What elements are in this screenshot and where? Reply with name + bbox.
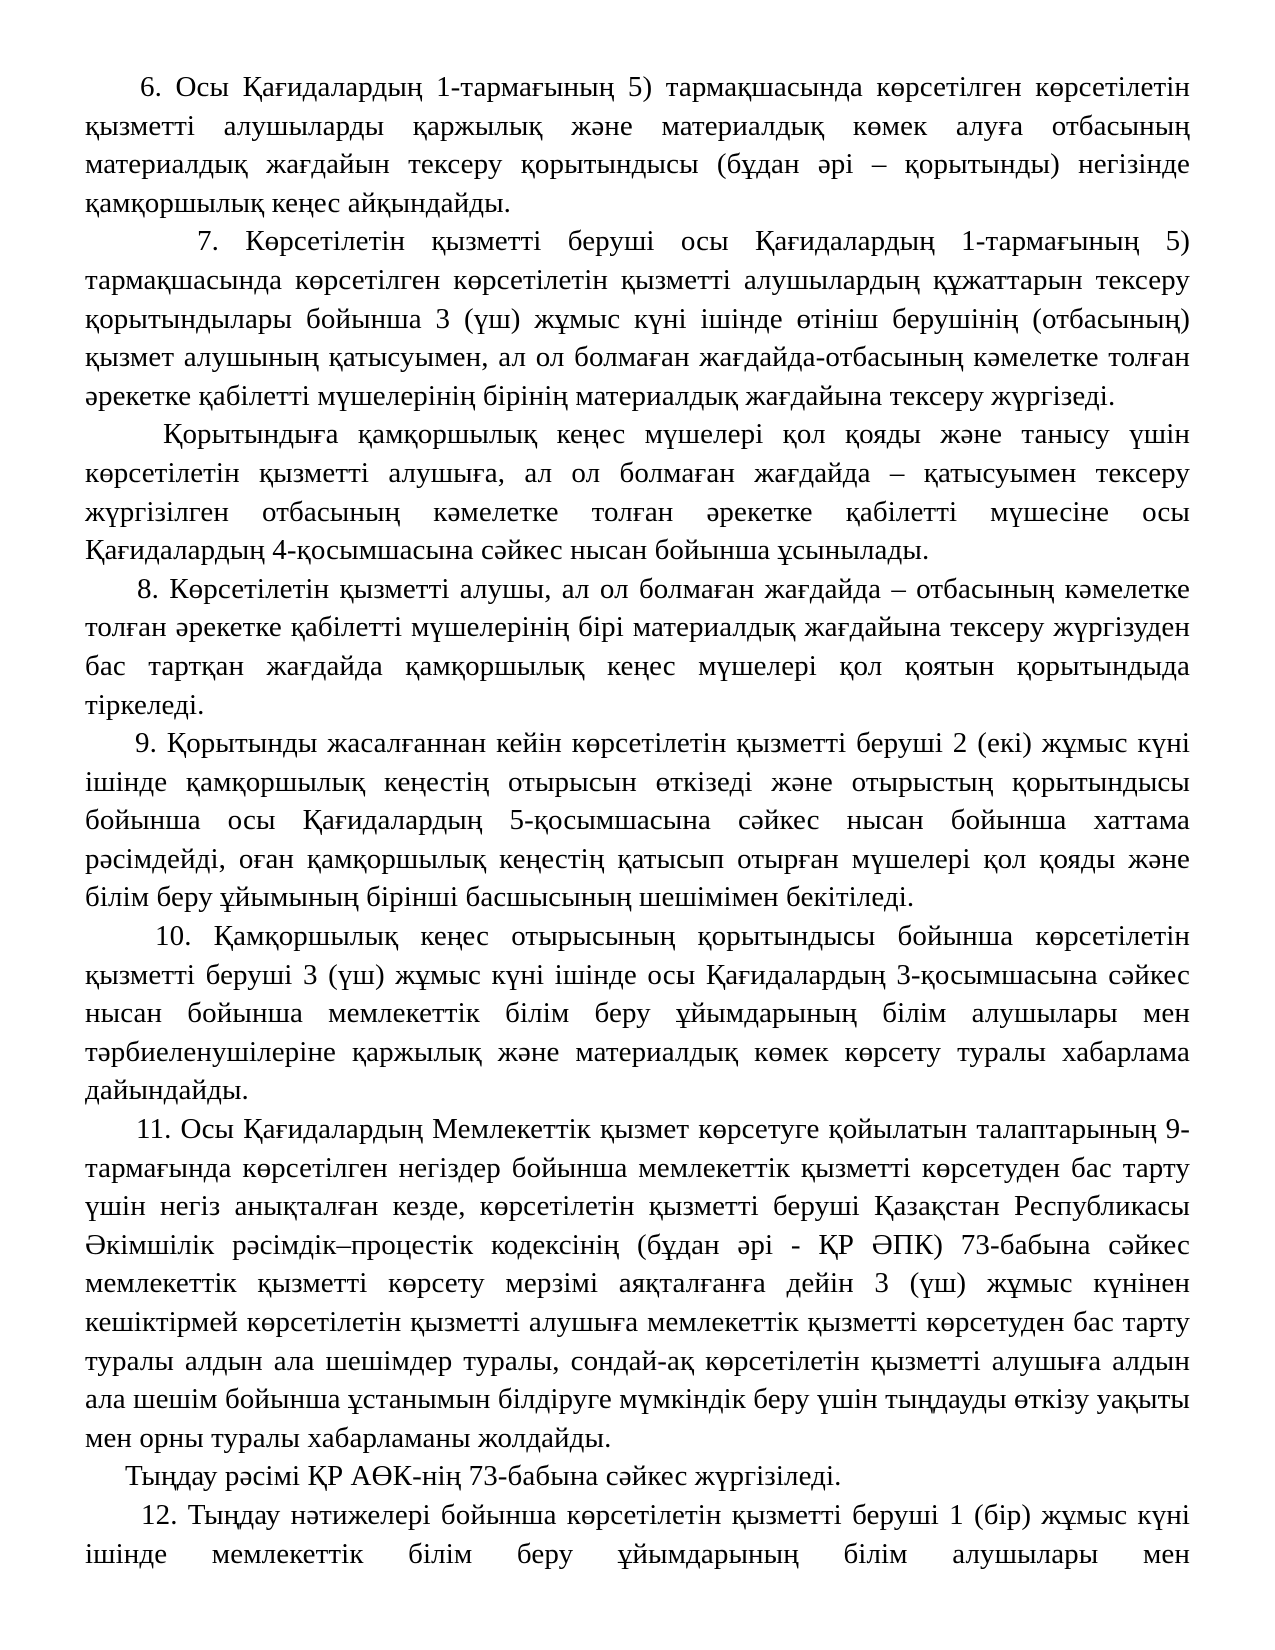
paragraph-item-11: 11. Осы Қағидалардың Мемлекеттік қызмет көрсетуге қойылатын талаптарының 9-тармағында көрсетілген негіздер бойынша мемлекеттік қызметті көрсетуден бас тарту үшін негіз анықталған кезде, көрсетілетін қызметті беруші Қазақстан Республикасы Әкімшілік рәсімдік–процестік кодексінің (бұдан әрі - ҚР ӘПК) 73-бабына сәйкес мемлекеттік қызметті көрсету мерзімі аяқталғанға дейін 3 (үш) жұмыс күнінен кешіктірмей көрсетілетін қызметті алушыға мемлекеттік қызметті көрсетуден бас тарту туралы алдын ала шешімдер туралы, сондай-ақ көрсетілетін қызметті алушыға алдын ала шешім бойынша ұстанымын білдіруге мүмкіндік беру үшін тыңдауды өткізу уақыты мен орны туралы хабарламаны жолдайды. (85, 1113, 1190, 1454)
paragraph-item-12: 12. Тыңдау нәтижелері бойынша көрсетілетін қызметті беруші 1 (бір) жұмыс күні ішінде мемлекеттік білім беру ұйымдарының білім алушылары мен (85, 1498, 1190, 1570)
document-body (85, 68, 1190, 1573)
paragraph-item-7-continuation: Қорытындыға қамқоршылық кеңес мүшелері қол қояды және танысу үшін көрсетілетін қызметті алушыға, ал ол болмаған жағдайда – қатысуымен тексеру жүргізілген отбасының кәмелетке толған әрекетке қабілетті мүшесіне осы Қағидалардың 4-қосымшасына сәйкес нысан бойынша ұсынылады. (85, 418, 1190, 567)
paragraph-item-8: 8. Көрсетілетін қызметті алушы, ал ол болмаған жағдайда – отбасының кәмелетке толған әрекетке қабілетті мүшелерінің бірі материалдық жағдайына тексеру жүргізуден бас тартқан жағдайда қамқоршылық кеңес мүшелері қол қоятын қорытындыда тіркеледі. (85, 572, 1190, 721)
paragraph-item-7: 7. Көрсетілетін қызметті беруші осы Қағидалардың 1-тармағының 5) тармақшасында көрсетілген көрсетілетін қызметті алушылардың құжаттарын тексеру қорытындылары бойынша 3 (үш) жұмыс күні ішінде өтініш берушінің (отбасының) қызмет алушының қатысуымен, ал ол болмаған жағдайда-отбасының кәмелетке толған әрекетке қабілетті мүшелерінің бірінің материалдық жағдайына тексеру жүргізеді. (85, 225, 1190, 412)
paragraph-item-10: 10. Қамқоршылық кеңес отырысының қорытындысы бойынша көрсетілетін қызметті беруші 3 (үш) жұмыс күні ішінде осы Қағидалардың 3-қосымшасына сәйкес нысан бойынша мемлекеттік білім беру ұйымдарының білім алушылары мен тәрбиеленушілеріне қаржылық және материалдық көмек көрсету туралы хабарлама дайындайды. (85, 920, 1190, 1107)
paragraph-item-9: 9. Қорытынды жасалғаннан кейін көрсетілетін қызметті беруші 2 (екі) жұмыс күні ішінде қамқоршылық кеңестің отырысын өткізеді және отырыстың қорытындысы бойынша осы Қағидалардың 5-қосымшасына сәйкес нысан бойынша хаттама рәсімдейді, оған қамқоршылық кеңестің қатысып отырған мүшелері қол қояды және білім беру ұйымының бірінші басшысының шешімімен бекітіледі. (85, 727, 1190, 914)
paragraph-item-11-continuation: Тыңдау рәсімі ҚР АӨК-нің 73-бабына сәйкес жүргізіледі. (125, 1460, 842, 1493)
paragraph-item-6: 6. Осы Қағидалардың 1-тармағының 5) тармақшасында көрсетілген көрсетілетін қызметті алушыларды қаржылық және материалдық көмек алуға отбасының материалдық жағдайын тексеру қорытындысы (бұдан әрі – қорытынды) негізінде қамқоршылық кеңес айқындайды. (85, 71, 1190, 219)
